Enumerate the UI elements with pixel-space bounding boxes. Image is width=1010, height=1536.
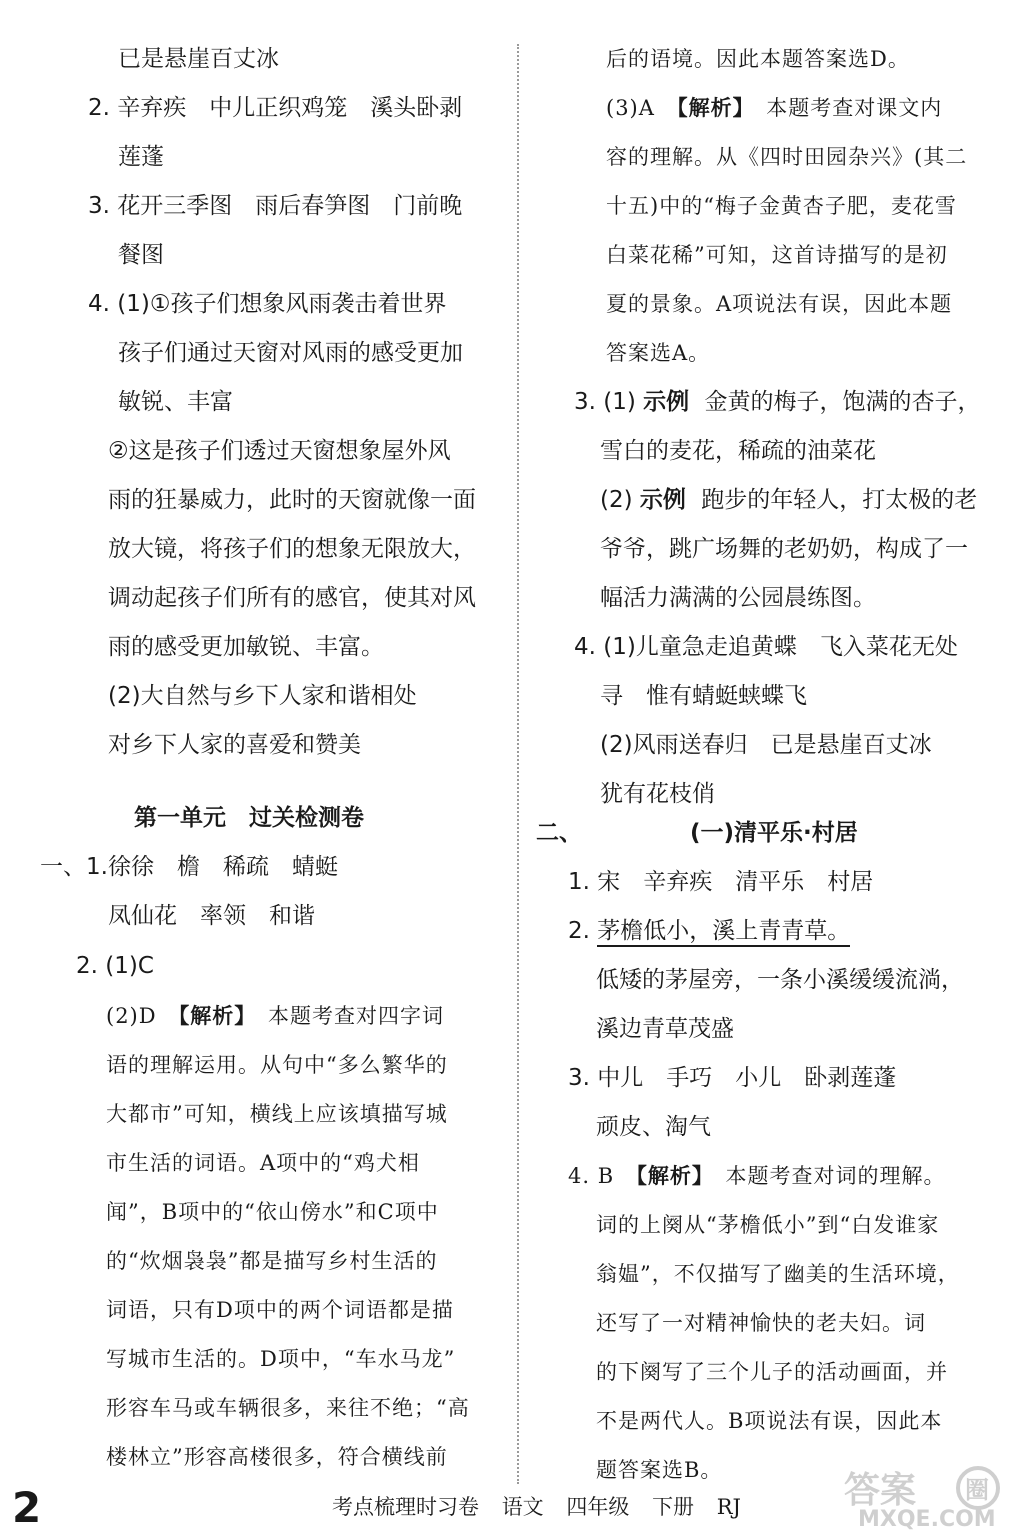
explanation-line: 不是两代人。B项说法有误，因此本 — [596, 1409, 943, 1433]
text-line: 徐徐 檐 稀疏 蜻蜓 — [108, 854, 338, 880]
example-tag: 示例 — [639, 487, 686, 513]
explanation-line — [568, 1161, 946, 1191]
text-line: 莲蓬 — [118, 144, 164, 170]
analysis-tag: 【解析】 — [666, 96, 755, 120]
svg-text:MXQE.COM: MXQE.COM — [858, 1507, 996, 1532]
underlined-sentence: 茅檐低小，溪上青青草。 — [597, 918, 850, 947]
explanation-line: 的下阕写了三个儿子的活动画面，并 — [596, 1360, 948, 1384]
analysis-tag: 【解析】 — [168, 1004, 257, 1028]
text-line: 雨的感受更加敏锐、丰富。 — [108, 634, 384, 660]
text-line — [600, 485, 977, 515]
explanation-line: 词语，只有D项中的两个词语都是描 — [106, 1298, 454, 1322]
text-line: 寻 惟有蜻蜓蛱蝶飞 — [600, 683, 807, 709]
analysis-tag: 【解析】 — [625, 1164, 714, 1188]
page-number: 2 — [12, 1483, 42, 1532]
text-line: 2. (1)C — [76, 953, 154, 979]
explanation-line: 闻”，B项中的“依山傍水”和C项中 — [106, 1200, 439, 1224]
svg-text:圈: 圈 — [965, 1476, 989, 1504]
explanation-line: 答案选A。 — [606, 341, 711, 365]
explanation-line: 市生活的词语。A项中的“鸡犬相 — [106, 1151, 420, 1175]
explanation-line: 白菜花稀”可知，这首诗描写的是初 — [606, 243, 948, 267]
explanation-line: 楼林立”形容高楼很多，符合横线前 — [106, 1445, 448, 1469]
answer-label: (2)D — [106, 1004, 157, 1028]
section-number: 二、 — [536, 820, 582, 846]
text-line: 1. 宋 辛弃疾 清平乐 村居 — [568, 869, 874, 895]
column-divider — [517, 44, 519, 1484]
text-line: 低矮的茅屋旁，一条小溪缓缓流淌， — [596, 967, 964, 993]
explanation-line: 形容车马或车辆很多，来往不绝；“高 — [106, 1396, 470, 1420]
explanation-line: 翁媪”，不仅描写了幽美的生活环境， — [596, 1262, 960, 1286]
explanation-line — [606, 93, 942, 123]
question-number: 3. (1) — [574, 389, 636, 415]
text-line: (2)风雨送春归 已是悬崖百丈冰 — [600, 732, 932, 758]
volume: 下册 — [652, 1495, 695, 1519]
text-line: 凤仙花 率领 和谐 — [108, 903, 315, 929]
text-line: 调动起孩子们所有的感官，使其对风 — [108, 585, 476, 611]
answer-label: (2) — [600, 487, 633, 513]
explanation-line: 语的理解运用。从句中“多么繁华的 — [106, 1053, 448, 1077]
explanation-line: 大都市”可知，横线上应该填描写城 — [106, 1102, 448, 1126]
explanation-line: 的“炊烟袅袅”都是描写乡村生活的 — [106, 1249, 438, 1273]
text-line: (2)大自然与乡下人家和谐相处 — [108, 683, 417, 709]
answer-text: 跑步的年轻人，打太极的老 — [701, 487, 978, 513]
text-line: 4. (1)①孩子们想象风雨袭击着世界 — [88, 291, 447, 317]
grade: 四年级 — [566, 1495, 630, 1519]
explanation-text: 本题考查对词的理解。 — [725, 1164, 946, 1188]
text-line — [574, 387, 980, 417]
text-line: 犹有花枝俏 — [600, 781, 715, 807]
text-line: 3. 中儿 手巧 小儿 卧剥莲蓬 — [568, 1065, 897, 1091]
explanation-line: 后的语境。因此本题答案选D。 — [606, 47, 910, 71]
explanation-text: 本题考查对课文内 — [766, 96, 943, 120]
text-line: 餐图 — [118, 242, 164, 268]
text-line: 4. (1)儿童急走追黄蝶 飞入菜花无处 — [574, 634, 958, 660]
text-line — [568, 916, 850, 946]
answer-text: 金黄的梅子，饱满的杏子， — [704, 389, 981, 415]
explanation-line: 容的理解。从《四时田园杂兴》(其二 — [606, 145, 968, 169]
explanation-line — [106, 1001, 444, 1031]
edition: RJ — [716, 1495, 741, 1519]
text-line: 孩子们通过天窗对风雨的感受更加 — [118, 340, 463, 366]
explanation-line: 词的上阕从“茅檐低小”到“白发谁家 — [596, 1213, 940, 1237]
text-line: 2. 辛弃疾 中儿正织鸡笼 溪头卧剥 — [88, 95, 463, 121]
explanation-text: 本题考查对四字词 — [267, 1004, 444, 1028]
text-line: ②这是孩子们透过天窗想象屋外风 — [108, 438, 451, 464]
book-title: 考点梳理时习卷 — [332, 1495, 479, 1519]
text-line: 幅活力满满的公园晨练图。 — [600, 585, 876, 611]
question-number: 一、1. — [40, 854, 108, 880]
text-line: 放大镜，将孩子们的想象无限放大， — [108, 536, 476, 562]
footer — [332, 1494, 757, 1520]
explanation-line: 夏的景象。A项说法有误，因此本题 — [606, 292, 953, 316]
explanation-line: 十五)中的“梅子金黄杏子肥，麦花雪 — [606, 194, 957, 218]
explanation-line: 写城市生活的。D项中，“车水马龙” — [106, 1347, 456, 1371]
text-line: 雪白的麦花，稀疏的油菜花 — [600, 438, 876, 464]
text-line: 已是悬崖百丈冰 — [118, 46, 279, 72]
example-tag: 示例 — [643, 389, 690, 415]
text-line: 顽皮、淘气 — [596, 1114, 711, 1140]
watermark-logo — [838, 1462, 1006, 1532]
svg-text:答案: 答案 — [844, 1470, 917, 1511]
subject: 语文 — [501, 1495, 544, 1519]
answer-label: 4. B — [568, 1164, 615, 1188]
text-line: 爷爷，跳广场舞的老奶奶，构成了一 — [600, 536, 968, 562]
unit-title: 第一单元 过关检测卷 — [134, 805, 364, 831]
explanation-line: 还写了一对精神愉快的老夫妇。词 — [596, 1311, 926, 1335]
text-line: 对乡下人家的喜爱和赞美 — [108, 732, 361, 758]
text-line: 敏锐、丰富 — [118, 389, 233, 415]
text-line: 3. 花开三季图 雨后春笋图 门前晚 — [88, 193, 463, 219]
question-number: 2. — [568, 918, 590, 944]
section-title: (一)清平乐·村居 — [690, 820, 858, 846]
text-line: 溪边青草茂盛 — [596, 1016, 734, 1042]
explanation-line: 题答案选B。 — [596, 1458, 723, 1482]
answer-label: (3)A — [606, 96, 655, 120]
text-line: 雨的狂暴威力，此时的天窗就像一面 — [108, 487, 476, 513]
